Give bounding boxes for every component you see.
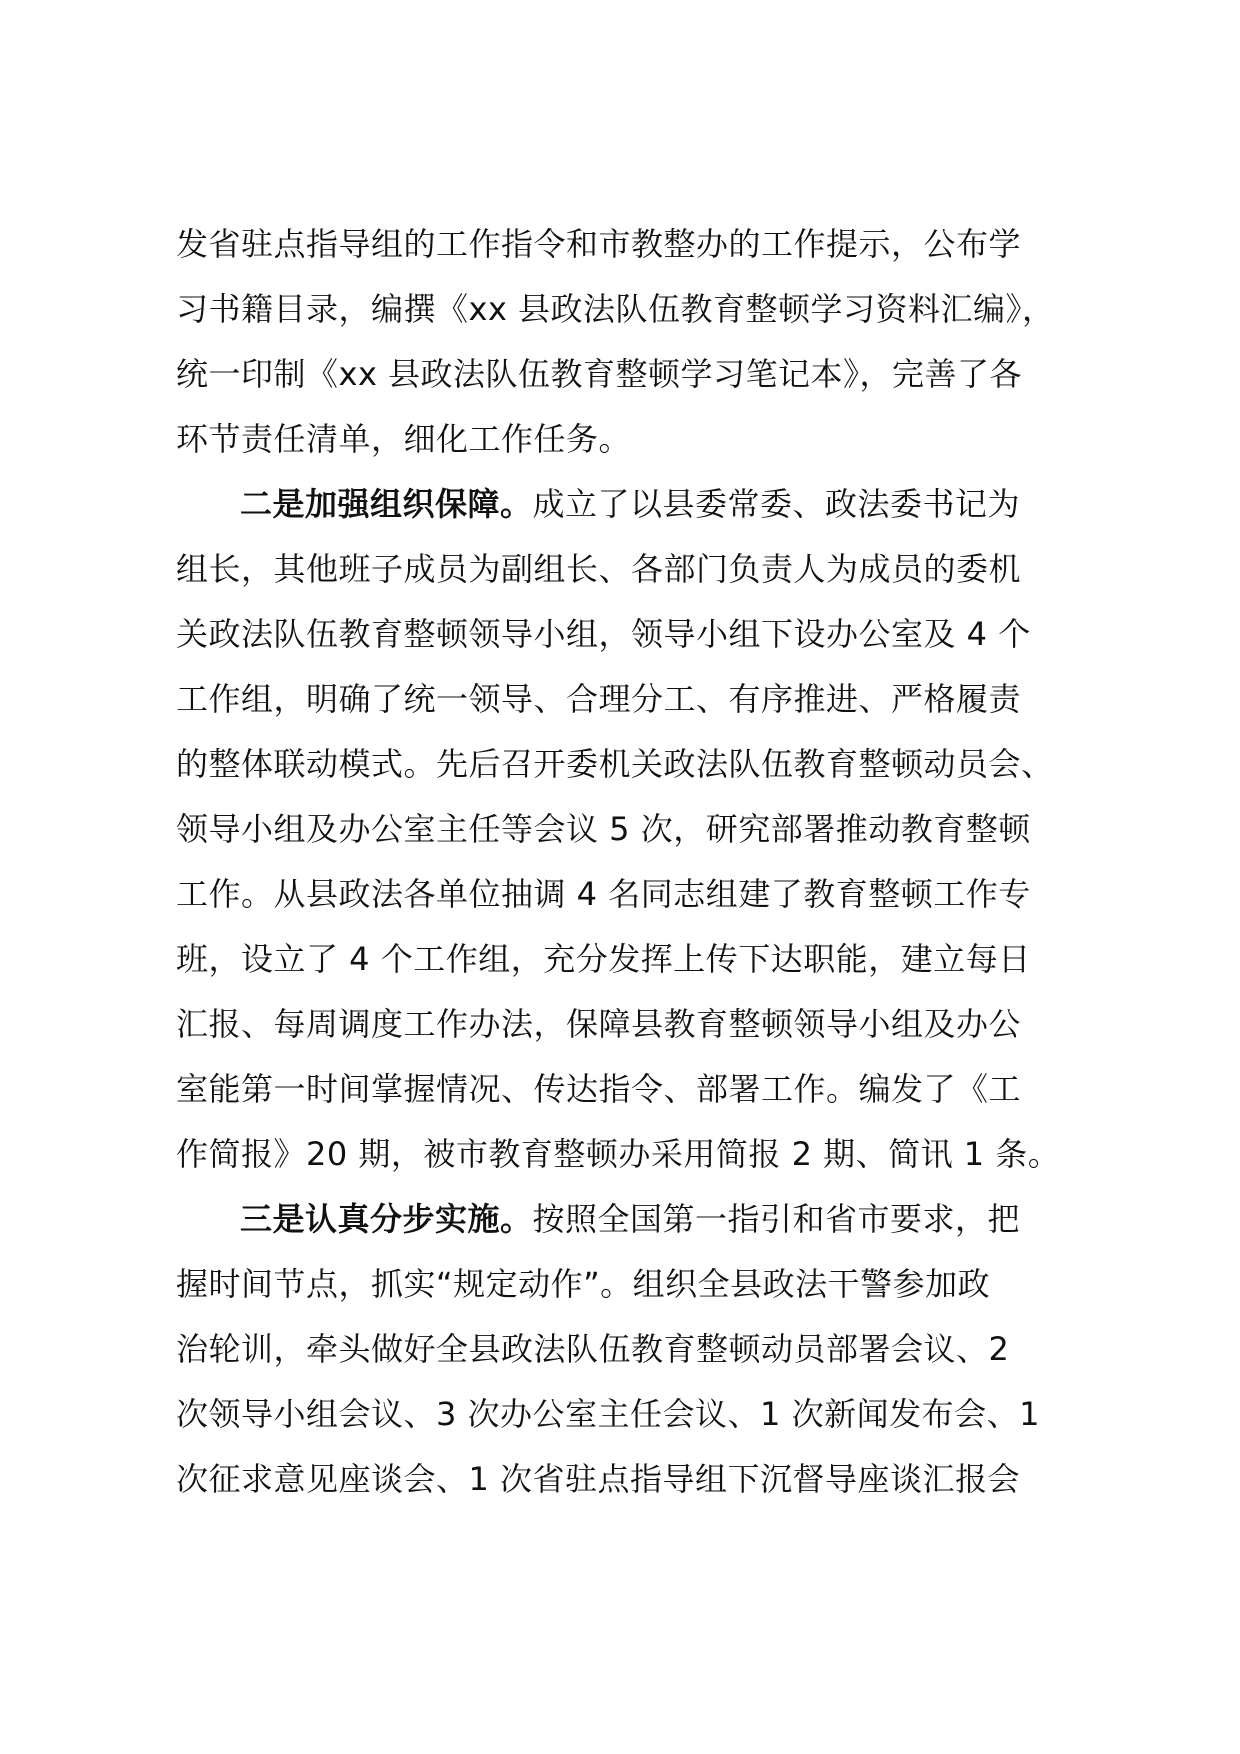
paragraph-heading: 二是加强组织保障。 [240, 485, 533, 523]
text-line: 次领导小组会议、3 次办公室主任会议、1 次新闻发布会、1 [176, 1395, 1040, 1433]
document-body [176, 212, 1076, 1512]
paragraph-heading: 三是认真分步实施。 [240, 1200, 533, 1238]
text-line: 关政法队伍教育整顿领导小组，领导小组下设办公室及 4 个 [176, 615, 1031, 653]
text-line: 班，设立了 4 个工作组，充分发挥上传下达职能，建立每日 [176, 940, 1031, 978]
text-line: 的整体联动模式。先后召开委机关政法队伍教育整顿动员会、 [176, 745, 1054, 783]
paragraph-line [176, 472, 1076, 537]
text-line: 统一印制《xx 县政法队伍教育整顿学习笔记本》，完善了各 [176, 355, 1023, 393]
text-line: 工作。从县政法各单位抽调 4 名同志组建了教育整顿工作专 [176, 875, 1031, 913]
text-line: 室能第一时间掌握情况、传达指令、部署工作。编发了《工 [176, 1070, 1022, 1108]
text-line: 次征求意见座谈会、1 次省驻点指导组下沉督导座谈汇报会 [176, 1460, 1021, 1498]
text-run: 按照全国第一指引和省市要求，把 [532, 1200, 1021, 1238]
text-line: 发省驻点指导组的工作指令和市教整办的工作提示，公布学 [176, 225, 1022, 263]
text-line: 握时间节点，抓实“规定动作”。组织全县政法干警参加政 [176, 1265, 991, 1303]
text-line: 工作组，明确了统一领导、合理分工、有序推进、严格履责 [176, 680, 1022, 718]
text-line: 环节责任清单，细化工作任务。 [176, 420, 632, 458]
text-line: 领导小组及办公室主任等会议 5 次，研究部署推动教育整顿 [176, 810, 1031, 848]
text-line: 治轮训，牵头做好全县政法队伍教育整顿动员部署会议、2 [176, 1330, 1010, 1368]
text-line: 作简报》20 期，被市教育整顿办采用简报 2 期、简讯 1 条。 [176, 1135, 1061, 1173]
paragraph-line [176, 1187, 1076, 1252]
text-line: 组长，其他班子成员为副组长、各部门负责人为成员的委机 [176, 550, 1022, 588]
text-line: 习书籍目录，编撰《xx 县政法队伍教育整顿学习资料汇编》， [176, 290, 1055, 328]
text-line: 汇报、每周调度工作办法，保障县教育整顿领导小组及办公 [176, 1005, 1022, 1043]
text-run: 成立了以县委常委、政法委书记为 [532, 485, 1021, 523]
